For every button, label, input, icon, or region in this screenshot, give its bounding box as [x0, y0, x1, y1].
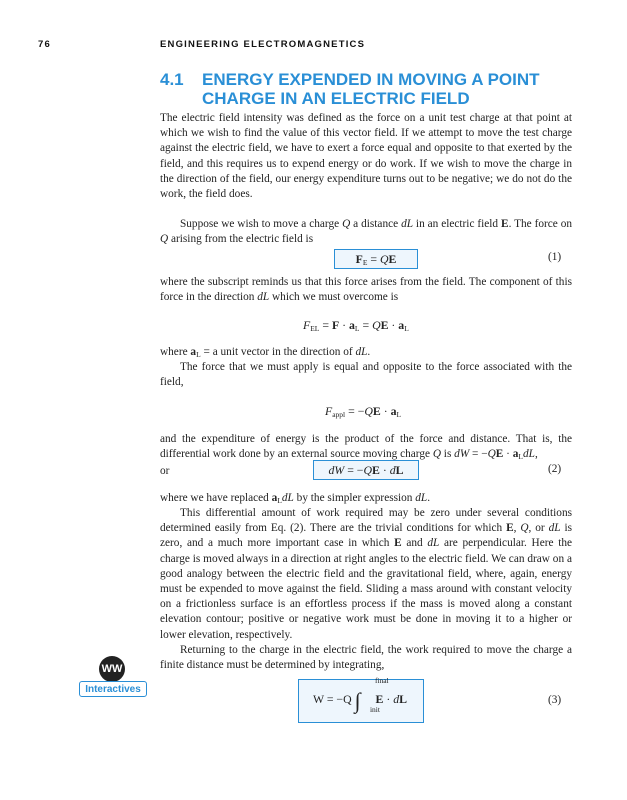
equation-1: $F_E$ = QE	[355, 251, 397, 267]
eq3-upper-limit: final	[374, 676, 389, 685]
symbol-al: a	[190, 346, 197, 358]
subscript: L	[277, 496, 282, 505]
equation-1-box	[334, 249, 418, 269]
section-title-line1: ENERGY EXPENDED IN MOVING A POINT	[202, 70, 540, 89]
symbol-dl: dL	[548, 522, 561, 535]
symbol-dl: dL	[427, 537, 440, 550]
paragraph-3	[160, 275, 572, 305]
text: .	[367, 346, 371, 358]
equation-2-box	[313, 460, 419, 480]
paragraph-1: The electric field intensity was defined as the force on a unit test charge at that point at which we wish to find the value of this vector field. If we attempt to move the test charge against the electric field, we have to exert a force equal and opposite to that exerted by the field, and this requires us to expend energy or do work. If we wish to move the charge in the direction of the field, our energy expenditure turns out to be negative; we do not do the work, the field does.	[160, 112, 572, 201]
interactives-label: Interactives	[79, 681, 147, 697]
eq3-left: W = −Q	[312, 692, 352, 706]
text: are perpendicular. Here the charge is moved always in a direction at right angles to the electric field. We can draw on a good analogy between the electric field and the gravitational field, where, again, energy must be expended to move against the field. Sliding a mass around with constant velocity on a frictionless surface is an effortless process if the mass is moved along a constant elevation contour; positive or negative work must be done in moving it to a higher or lower elevation, respectively.	[160, 537, 573, 641]
text: which we must overcome is	[269, 291, 399, 304]
text: a distance	[350, 218, 402, 230]
section-title-line2: CHARGE IN AN ELECTRIC FIELD	[202, 89, 470, 108]
text: Suppose we wish to move a charge	[180, 218, 343, 230]
globe-icon: WW	[99, 656, 125, 682]
symbol-q: Q	[432, 448, 441, 461]
text: . The force on	[508, 218, 573, 230]
equation-3-box	[298, 676, 424, 723]
text: in an electric field	[413, 218, 502, 230]
symbol-dl: dL	[415, 492, 428, 504]
text: is zero, and a much more important case in which	[160, 522, 572, 550]
symbol-e: E	[506, 522, 514, 535]
text: where we have replaced	[160, 492, 272, 504]
text: and the expenditure of energy is the product of the force and distance. That is, the differential work done by an external source moving charge	[160, 433, 572, 461]
equation-2-number: (2)	[548, 463, 562, 475]
text: by the simpler expression	[293, 492, 416, 504]
symbol-e: E	[394, 537, 402, 550]
symbol-q: Q	[160, 233, 169, 246]
running-title: ENGINEERING ELECTROMAGNETICS	[160, 39, 366, 50]
inline-equation-dw: dW = $-QE \cdot a_LdL$,	[454, 448, 538, 462]
section-number: 4.1	[160, 70, 184, 89]
symbol-dl: dL	[355, 346, 368, 358]
symbol-q: Q	[342, 218, 351, 230]
paragraph-5: The force that we must apply is equal and opposite to the force associated with the field,	[160, 361, 572, 389]
symbol-al: a	[271, 492, 278, 504]
or-label: or	[160, 465, 170, 477]
text: and	[401, 537, 428, 550]
symbol-e: E	[501, 218, 509, 230]
text: where the subscript reminds us that this force arises from the field. The component of this force in the direction	[160, 276, 572, 304]
paragraph-2	[160, 217, 572, 247]
symbol-dl: dL	[281, 492, 294, 504]
text: arising from the electric field is	[168, 233, 314, 246]
text: This differential amount of work required may be zero under several conditions determined easily from Eq. (2). There are the trivial conditions for which	[160, 507, 572, 535]
text: = a unit vector in the direction of	[200, 346, 356, 358]
integral-sign: ∫	[354, 688, 361, 713]
equation-1-number: (1)	[548, 251, 562, 263]
page-number: 76	[38, 39, 51, 50]
eq3-right: E · dL	[375, 692, 408, 706]
text: is	[440, 448, 455, 461]
eq3-lower-limit: init	[369, 705, 380, 714]
equation-fel: $F_{EL} = F \cdot a_L$ = QE · $a_L$	[303, 318, 409, 333]
equation-fappl: $F_{appl} = -QE \cdot a_L$	[325, 404, 402, 419]
section-title	[160, 70, 580, 108]
paragraph-8: This differential amount of work required may be zero under several conditions determined easily from Eq. (2). There are the trivial conditions for which E, Q, or dL is zero, and a much more important case in which E and dL are perpendicular. Here the charge is moved always in a direction at right angles to the electric field. We can draw on a good analogy between the electric field and the gravitational field, where, again, energy must be expended to move against the field. Sliding a mass around with constant velocity on a frictionless surface is an effortless process if the mass is moved along a constant elevation contour; positive or negative work must be done in moving it to a higher or lower elevation, respectively.	[160, 507, 573, 641]
equation-2: dW = −QE · dL	[328, 462, 404, 477]
paragraph-9: Returning to the charge in the electric field, the work required to move the charge a finite distance must be determined by integrating,	[160, 644, 572, 672]
symbol-q: Q	[520, 522, 529, 535]
symbol-dl: dL	[257, 291, 270, 304]
symbol-dl: dL	[401, 218, 413, 230]
equation-3	[312, 676, 409, 714]
text: where	[160, 346, 191, 358]
equation-3-number: (3)	[548, 694, 562, 706]
text: .	[427, 492, 431, 504]
subscript: L	[196, 350, 201, 359]
